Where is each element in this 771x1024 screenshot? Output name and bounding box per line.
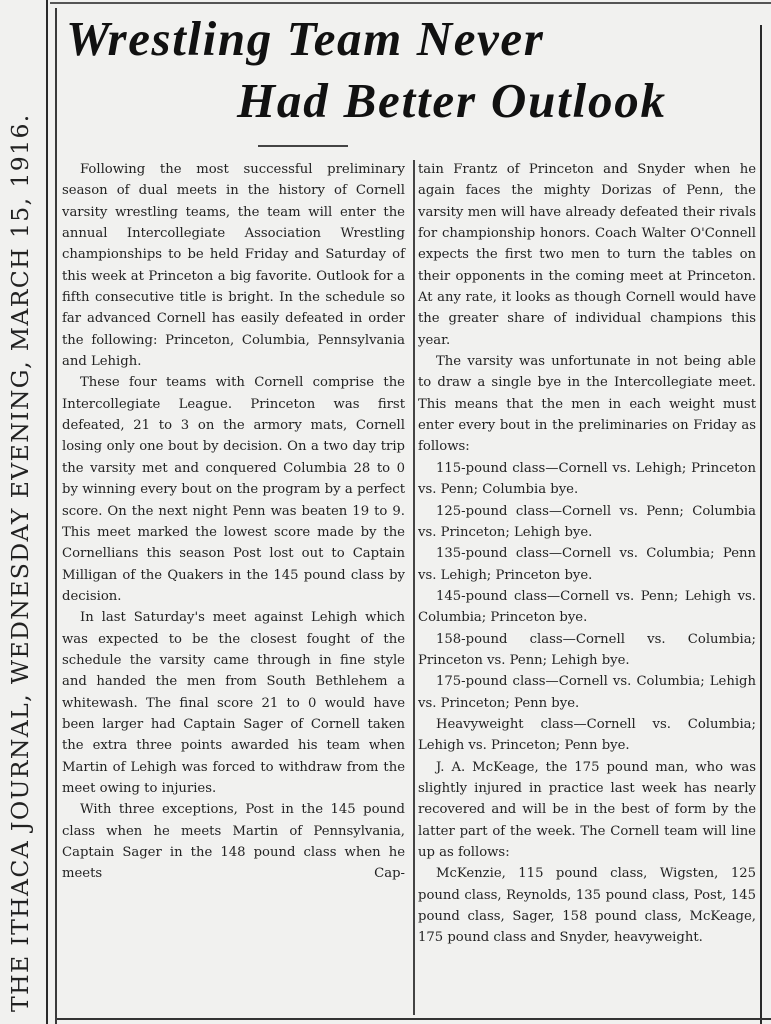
- paragraph-exceptions: With three exceptions, Post in the 145 pound class when he meets Martin of Pennsylvania, Captain Sager in the 148 pound class when he meets Cap-: [62, 802, 405, 882]
- schedule-item-158: 158-pound class—Cornell vs. Columbia; Princeton vs. Penn; Lehigh bye.: [418, 631, 756, 668]
- newspaper-masthead-date: THE ITHACA JOURNAL, WEDNESDAY EVENING, MARCH 15, 1916.: [6, 113, 34, 1012]
- headline-divider: [258, 145, 348, 147]
- schedule-item-175: 175-pound class—Cornell vs. Columbia; Lehigh vs. Princeton; Penn bye.: [418, 674, 756, 711]
- article-column-left: [62, 159, 405, 885]
- bottom-border-rule: [57, 1018, 771, 1020]
- paragraph-mckeage: J. A. McKeage, the 175 pound man, who was slightly injured in practice last week has nearly recovered and will be in the best of form by the latter part of the week. The Cornell team will line up as follows:: [418, 759, 756, 860]
- paragraph-lineup: McKenzie, 115 pound class, Wigsten, 125 pound class, Reynolds, 135 pound class, Post, 145 pound class, Sager, 158 pound class, McKeage, 175 pound class and Snyder, heavyweight.: [418, 866, 756, 946]
- column-divider: [413, 160, 415, 1015]
- paragraph-intro: Following the most successful preliminary season of dual meets in the history of Cornell varsity wrestling teams, the team will enter the annual Intercollegiate Association Wrestling championships to be held Friday and Saturday of this week at Princeton a big favorite. Outlook for a fifth consecutive title is bright. In the schedule so far advanced Cornell has easily defeated in order the following: Princeton, Columbia, Pennsylvania and Lehigh.: [62, 162, 405, 370]
- paragraph-league-results: These four teams with Cornell comprise the Intercollegiate League. Princeton was first defeated, 21 to 3 on the armory mats, Cornell losing only one bout by decision. On a two day trip the varsity met and conquered Columbia 28 to 0 by winning every bout on the program by a perfect score. On the next night Penn was beaten 19 to 9. This meet marked the lowest score made by the Cornellians this season Post lost out to Captain Milligan of the Quakers in the 145 pound class by decision.: [62, 375, 405, 604]
- paragraph-byes-intro: The varsity was unfortunate in not being able to draw a single bye in the Intercollegiate meet. This means that the men in each weight must enter every bout in the preliminaries on Friday as follows:: [418, 354, 756, 455]
- schedule-item-135: 135-pound class—Cornell vs. Columbia; Penn vs. Lehigh; Princeton bye.: [418, 546, 756, 583]
- schedule-item-145: 145-pound class—Cornell vs. Penn; Lehigh vs. Columbia; Princeton bye.: [418, 588, 756, 626]
- paragraph-continuation: tain Frantz of Princeton and Snyder when he again faces the mighty Dorizas of Penn, the varsity men will have already defeated their rivals for championship honors. Coach Walter O'Connell expects the first two men to turn the tables on their opponents in the coming meet at Princeton. At any rate, it looks as though Cornell would have the greater share of individual champions this year.: [418, 162, 756, 348]
- schedule-item-heavyweight: Heavyweight class—Cornell vs. Columbia; Lehigh vs. Princeton; Penn bye.: [418, 716, 756, 754]
- schedule-item-125: 125-pound class—Cornell vs. Penn; Columbia vs. Princeton; Lehigh bye.: [418, 503, 756, 540]
- article-column-right: [418, 159, 756, 949]
- right-border-rule: [760, 25, 762, 1024]
- margin-rule: [46, 0, 48, 1024]
- schedule-item-115: 115-pound class—Cornell vs. Lehigh; Princeton vs. Penn; Columbia bye.: [418, 460, 756, 498]
- article-headline: [62, 8, 762, 132]
- headline-line-1: Wrestling Team Never: [66, 11, 545, 66]
- column-border-rule: [55, 8, 57, 1024]
- paragraph-lehigh-meet: In last Saturday's meet against Lehigh which was expected to be the closest fought of the schedule the varsity came through in fine style and handed the men from South Bethlehem a whitewash. The final score 21 to 0 would have been larger had Captain Sager of Cornell taken the extra three points awarded his team when Martin of Lehigh was forced to withdraw from the meet owing to injuries.: [62, 610, 405, 796]
- headline-line-2: Had Better Outlook: [237, 73, 667, 128]
- top-border-rule: [50, 2, 771, 4]
